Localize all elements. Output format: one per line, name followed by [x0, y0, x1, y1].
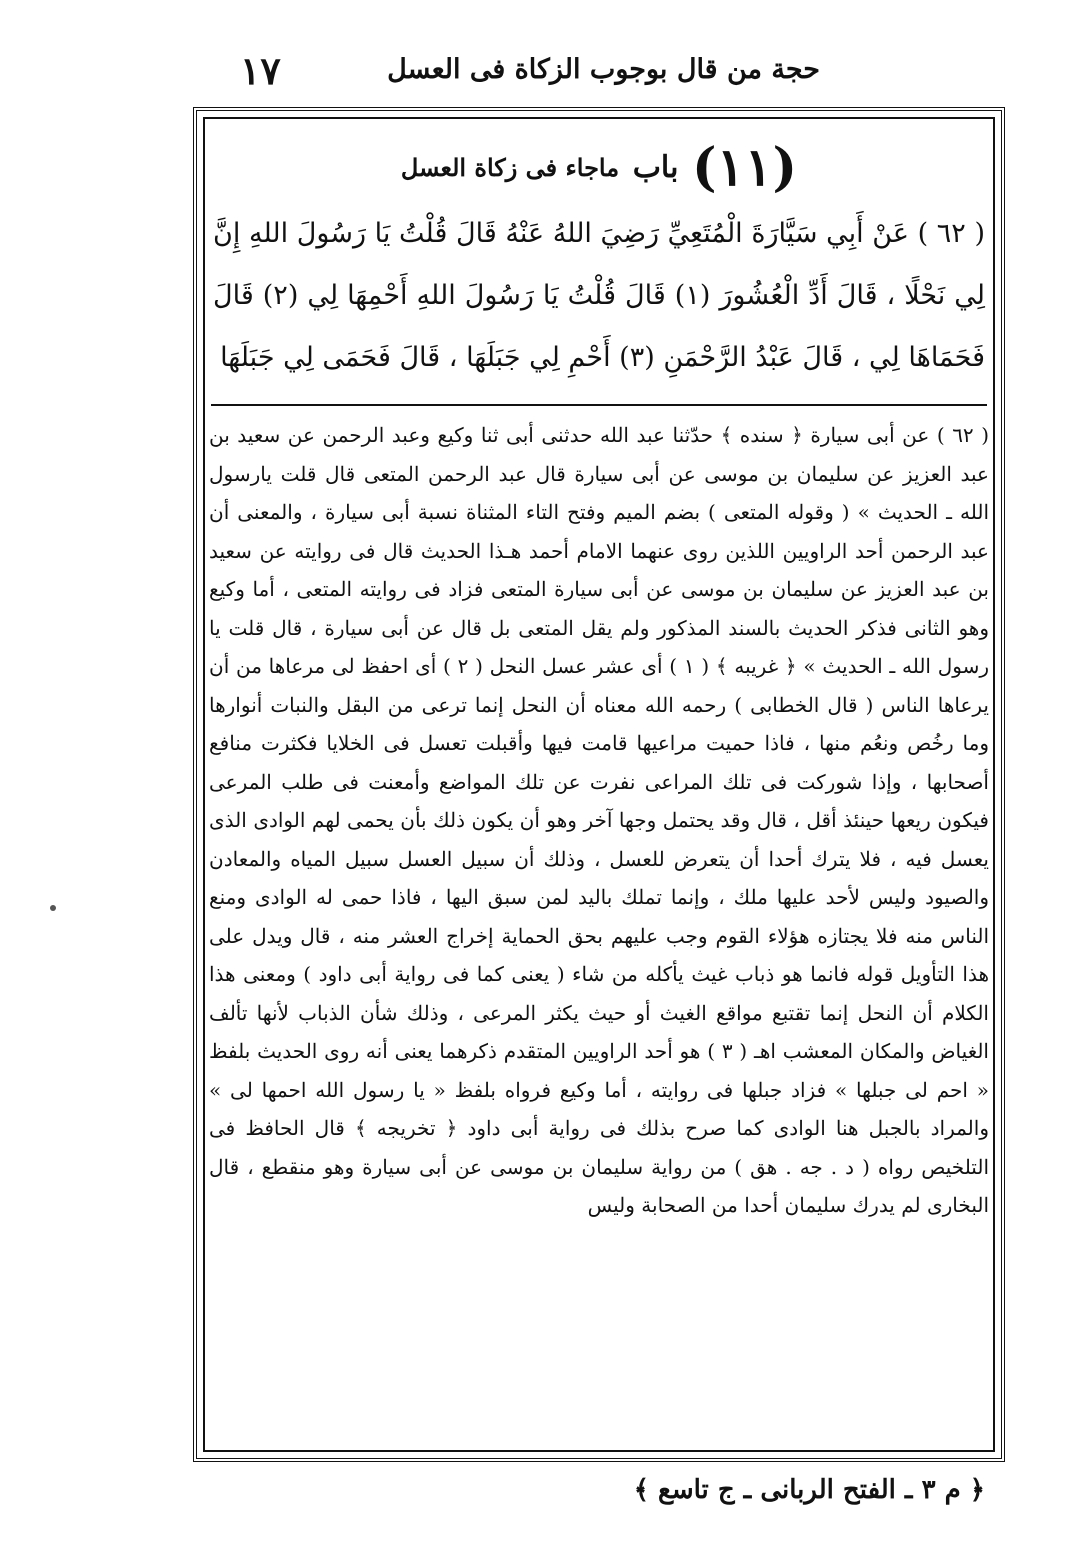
- running-header: [205, 48, 1005, 104]
- chapter-number: (١١): [692, 137, 798, 198]
- footer-signature: ﴿ م ٣ ـ الفتح الربانى ـ ج تاسع ﴾: [633, 1475, 985, 1505]
- chapter-subject: ماجاء فى زكاة العسل: [400, 153, 620, 182]
- commentary-text: ( ٦٢ ) عن أبى سيارة ﴿ سنده ﴾ حدّثنا عبد الله حدثنى أبى ثنا وكيع وعبد الرحمن عن سعيد بن عبد العزيز عن سليمان بن موسى عن أبى سيارة قال عبد الرحمن المتعى قال قلت يارسول الله ـ الحديث » ( وقوله المتعى ) بضم الميم وفتح التاء المثناة نسبة أبى سيارة ، والمعنى أن عبد الرحمن أحد الراويين اللذين روى عنهما الامام أحمد هـذا الحديث قال فى روايته عن سعيد بن عبد العزيز عن سليمان بن موسى عن أبى سيارة المتعى فزاد فى روايته المتعى ، أما وكيع وهو الثانى فذكر الحديث بالسند المذكور ولم يقل المتعى بل قال عن أبى سيارة ، قال قلت يا رسول الله ـ الحديث » ﴿ غريبه ﴾ ( ١ ) أى عشر عسل النحل ( ٢ ) أى احفظ لى مرعاها من أن يرعاها الناس ( قال الخطابى ) رحمه الله معناه أن النحل إنما ترعى من البقل والنبات أنوارها وما رخُص ونعُم منها ، فاذا حميت مراعيها قامت فيها وأقبلت تعسل فى الخلايا فكثرت منافع أصحابها ، وإذا شوركت فى تلك المراعى نفرت عن تلك المواضع وأمعنت فى طلب المرعى فيكون ريعها حينئذ أقل ، قال وقد يحتمل وجها آخر وهو أن يكون ذلك بأن يحمى لهم الوادى الذى يعسل فيه ، فلا يترك أحدا أن يتعرض للعسل ، وذلك أن سبيل العسل سبيل المياه والمعادن والصيود وليس لأحد عليها ملك ، وإنما تملك باليد لمن سبق اليها ، فاذا حمى له الوادى ومنع الناس منه فلا يجتازه هؤلاء القوم وجب عليهم بحق الحماية إخراج العشر منه ، قال ويدل على هذا التأويل قوله فانما هو ذباب غيث يأكله من شاء ( يعنى كما فى رواية أبى داود ) ومعنى هذا الكلام أن النحل إنما تقتبع مواقع الغيث أو حيث يكثر المرعى ، وذلك شأن الذباب لأنها تألف الغياض والمكان المعشب اهـ ( ٣ ) هو أحد الراويين المتقدم ذكرهما يعنى أنه روى الحديث بلفظ « احم لى جبلها » فزاد جبلها فى روايته ، أما وكيع فرواه بلفظ « يا رسول الله احمها لى » والمراد بالجبل هنا الوادى كما صرح بذلك فى رواية أبى داود ﴿ تخريجه ﴾ قال الحافظ فى التلخيص رواه ( د . جه . هق ) من رواية سليمان بن موسى عن أبى سيارة وهو منقطع ، قال البخارى لم يدرك سليمان أحدا من الصحابة وليس: [209, 423, 990, 1217]
- chapter-label: باب: [632, 150, 679, 185]
- margin-dot: [50, 905, 56, 911]
- page-number: ١٧: [240, 48, 281, 93]
- section-divider: [211, 404, 987, 406]
- running-title: حجة من قال بوجوب الزكاة فى العسل: [387, 54, 820, 85]
- hadith-text: ( ٦٢ ) عَنْ أَبِي سَيَّارَةَ الْمُتَعِيِّ رَضِيَ اللهُ عَنْهُ قَالَ قُلْتُ يَا رَسُولَ اللهِ إِنَّ لِي نَحْلًا ، قَالَ أَدِّ الْعُشُورَ (١) قَالَ قُلْتُ يَا رَسُولَ اللهِ أَحْمِهَا لِي (٢) قَالَ فَحَمَاهَا لِي ، قَالَ عَبْدُ الرَّحْمَنِ (٣) أَحْمِ لِي جَبَلَهَا ، قَالَ فَحَمَى لِي جَبَلَهَا: [213, 218, 985, 373]
- text-frame: [193, 107, 1005, 1462]
- chapter-heading: [197, 137, 1001, 197]
